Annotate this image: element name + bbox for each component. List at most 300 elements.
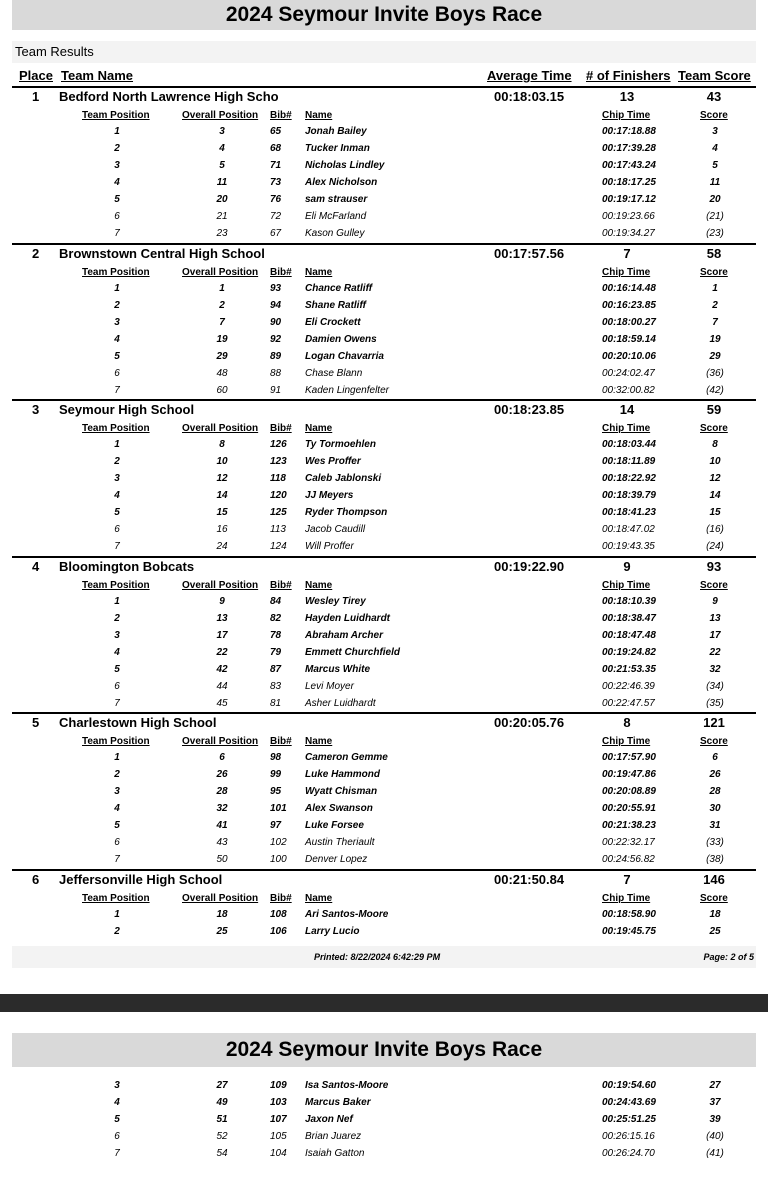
runner-row (12, 209, 756, 226)
team-position: 4 (114, 1097, 120, 1108)
runner-score: (33) (706, 837, 724, 848)
score-header: Score (700, 893, 728, 904)
runner-score: 12 (709, 473, 721, 484)
team-position: 5 (114, 664, 120, 675)
runner-name: Austin Theriault (305, 837, 375, 848)
overall-position: 3 (219, 126, 225, 137)
bib-number: 124 (270, 541, 287, 552)
chip-time: 00:18:47.02 (602, 524, 655, 535)
team-score: 43 (706, 89, 722, 104)
runner-name: Will Proffer (305, 541, 354, 552)
printed-timestamp: Printed: 8/22/2024 6:42:29 PM (314, 952, 441, 962)
runner-row (12, 488, 756, 505)
bib-number: 95 (270, 786, 282, 797)
bib-number: 76 (270, 194, 282, 205)
chip-time-header: Chip Time (602, 423, 651, 434)
team-block (12, 86, 756, 243)
overall-position: 60 (216, 385, 228, 396)
runner-score: (24) (706, 541, 724, 552)
bib-number: 72 (270, 211, 282, 222)
runner-score: 17 (709, 630, 721, 641)
runner-name: Luke Forsee (305, 820, 364, 831)
runner-name: Tucker Inman (305, 143, 370, 154)
runner-name: sam strauser (305, 194, 368, 205)
name-header: Name (305, 736, 333, 747)
chip-time: 00:16:14.48 (602, 283, 656, 294)
bib-number: 123 (270, 456, 287, 467)
team-summary-row (12, 556, 756, 577)
runner-name: Ty Tormoehlen (305, 439, 376, 450)
runner-name: Cameron Gemme (305, 752, 388, 763)
team-position: 6 (114, 1131, 120, 1142)
runner-name: Luke Hammond (305, 769, 381, 780)
runner-row (12, 454, 756, 471)
overall-position-header: Overall Position (182, 110, 259, 121)
runner-score: (40) (706, 1131, 724, 1142)
team-name: Jeffersonville High School (59, 872, 223, 887)
continued-runner-list (12, 1078, 756, 1163)
runner-name: Logan Chavarria (305, 351, 384, 362)
runner-score: 8 (712, 439, 718, 450)
page-number: Page: 2 of 5 (703, 952, 754, 962)
bib-number: 98 (270, 752, 282, 763)
team-place: 4 (32, 559, 40, 574)
chip-time-header: Chip Time (602, 736, 651, 747)
chip-time: 00:18:03.44 (602, 439, 656, 450)
runner-row (12, 1112, 756, 1129)
runner-column-header (12, 420, 756, 437)
overall-position: 19 (216, 334, 228, 345)
bib-number: 73 (270, 177, 282, 188)
runner-name: Chase Blann (305, 368, 363, 379)
chip-time: 00:18:41.23 (602, 507, 656, 518)
team-position: 5 (114, 820, 120, 831)
runner-row (12, 645, 756, 662)
team-name: Bloomington Bobcats (59, 559, 195, 574)
runner-row (12, 679, 756, 696)
bib-number: 104 (270, 1148, 287, 1159)
overall-position: 12 (216, 473, 228, 484)
runner-name: Marcus Baker (305, 1097, 371, 1108)
runner-score: 25 (709, 926, 721, 937)
chip-time: 00:22:46.39 (602, 681, 655, 692)
runner-name: Marcus White (305, 664, 371, 675)
runner-name: Jacob Caudill (305, 524, 366, 535)
team-position: 4 (114, 803, 120, 814)
runner-name: Larry Lucio (305, 926, 360, 937)
team-position: 7 (114, 1148, 120, 1159)
runner-name: Jaxon Nef (305, 1114, 353, 1125)
team-position: 4 (114, 647, 120, 658)
name-header: Name (305, 267, 333, 278)
runner-score: (21) (706, 211, 724, 222)
runner-score: 31 (709, 820, 721, 831)
chip-time: 00:24:56.82 (602, 854, 655, 865)
overall-position: 52 (216, 1131, 228, 1142)
bib-number: 97 (270, 820, 282, 831)
team-position-header: Team Position (82, 736, 150, 747)
chip-time: 00:18:39.79 (602, 490, 656, 501)
chip-time: 00:18:00.27 (602, 317, 656, 328)
team-position: 7 (114, 228, 120, 239)
team-position: 1 (114, 439, 120, 450)
bib-number: 71 (270, 160, 282, 171)
runner-name: Brian Juarez (305, 1131, 362, 1142)
bib-number: 81 (270, 698, 282, 709)
overall-position: 25 (216, 926, 228, 937)
bib-number: 84 (270, 596, 282, 607)
runner-row (12, 1146, 756, 1163)
overall-position: 21 (216, 211, 228, 222)
team-name-header: Team Name (61, 68, 134, 83)
overall-position: 2 (219, 300, 225, 311)
bib-number: 79 (270, 647, 282, 658)
bib-number: 65 (270, 126, 282, 137)
team-place: 2 (32, 246, 40, 261)
score-header: Score (700, 267, 728, 278)
bib-number: 83 (270, 681, 282, 692)
team-position: 5 (114, 351, 120, 362)
page-divider (0, 994, 768, 1012)
score-header: Score (700, 736, 728, 747)
chip-time: 00:20:10.06 (602, 351, 656, 362)
overall-position: 24 (216, 541, 228, 552)
team-block (12, 556, 756, 713)
overall-position: 9 (219, 596, 225, 607)
overall-position: 10 (216, 456, 228, 467)
name-header: Name (305, 423, 333, 434)
team-position: 7 (114, 541, 120, 552)
team-position-header: Team Position (82, 110, 150, 121)
runner-name: Alex Swanson (305, 803, 373, 814)
overall-position: 5 (219, 160, 225, 171)
chip-time-header: Chip Time (602, 580, 651, 591)
average-time-header: Average Time (487, 68, 572, 83)
chip-time-header: Chip Time (602, 267, 651, 278)
bib-number: 108 (270, 909, 287, 920)
runner-name: Isaiah Gatton (305, 1148, 365, 1159)
overall-position: 42 (216, 664, 228, 675)
chip-time: 00:20:55.91 (602, 803, 656, 814)
runner-name: Ryder Thompson (305, 507, 388, 518)
runner-row (12, 437, 756, 454)
runner-name: Jonah Bailey (305, 126, 367, 137)
runner-row (12, 124, 756, 141)
runner-score: 7 (712, 317, 718, 328)
runner-name: Caleb Jablonski (305, 473, 382, 484)
team-summary-row (12, 399, 756, 420)
runner-score: (34) (706, 681, 724, 692)
bib-header: Bib# (270, 736, 292, 747)
team-score-header: Team Score (678, 68, 751, 83)
runner-name: Eli McFarland (305, 211, 367, 222)
bib-header: Bib# (270, 580, 292, 591)
chip-time: 00:19:23.66 (602, 211, 655, 222)
bib-number: 67 (270, 228, 282, 239)
team-position: 5 (114, 507, 120, 518)
team-score: 59 (706, 402, 722, 417)
bib-number: 103 (270, 1097, 287, 1108)
team-finishers: 14 (619, 402, 635, 417)
runner-row (12, 784, 756, 801)
runner-name: Alex Nicholson (305, 177, 378, 188)
runner-score: 15 (709, 507, 721, 518)
bib-number: 92 (270, 334, 282, 345)
runner-score: (23) (706, 228, 724, 239)
team-finishers: 7 (623, 246, 631, 261)
runner-row (12, 539, 756, 556)
team-position-header: Team Position (82, 267, 150, 278)
section-label: Team Results (12, 41, 756, 63)
page-footer (12, 946, 756, 968)
runner-name: Isa Santos-Moore (305, 1080, 389, 1091)
runner-score: 13 (709, 613, 721, 624)
chip-time: 00:22:32.17 (602, 837, 655, 848)
team-position: 3 (114, 630, 120, 641)
team-name: Brownstown Central High School (59, 246, 265, 261)
chip-time: 00:18:47.48 (602, 630, 656, 641)
bib-number: 105 (270, 1131, 287, 1142)
chip-time-header: Chip Time (602, 110, 651, 121)
runner-row (12, 383, 756, 400)
bib-number: 68 (270, 143, 282, 154)
team-position: 3 (114, 160, 120, 171)
team-block (12, 869, 756, 941)
bib-number: 109 (270, 1080, 287, 1091)
team-score: 93 (706, 559, 722, 574)
runner-row (12, 366, 756, 383)
bib-number: 88 (270, 368, 282, 379)
runner-row (12, 192, 756, 209)
team-average-time: 00:20:05.76 (494, 715, 565, 730)
overall-position: 8 (219, 439, 225, 450)
score-header: Score (700, 580, 728, 591)
team-position: 3 (114, 786, 120, 797)
bib-number: 94 (270, 300, 282, 311)
team-position: 3 (114, 317, 120, 328)
runner-score: 9 (712, 596, 718, 607)
chip-time: 00:25:51.25 (602, 1114, 656, 1125)
bib-number: 125 (270, 507, 287, 518)
bib-number: 87 (270, 664, 282, 675)
chip-time: 00:17:18.88 (602, 126, 656, 137)
team-average-time: 00:18:03.15 (494, 89, 565, 104)
runner-score: 1 (712, 283, 718, 294)
bib-number: 107 (270, 1114, 287, 1125)
runner-row (12, 522, 756, 539)
runner-row (12, 298, 756, 315)
team-name: Bedford North Lawrence High Scho (59, 89, 279, 104)
team-place: 1 (32, 89, 40, 104)
overall-position: 18 (216, 909, 228, 920)
chip-time: 00:19:54.60 (602, 1080, 656, 1091)
runner-name: Wesley Tirey (305, 596, 366, 607)
runner-score: 20 (709, 194, 721, 205)
runner-score: 3 (712, 126, 718, 137)
runner-row (12, 315, 756, 332)
page-title: 2024 Seymour Invite Boys Race (12, 0, 756, 30)
runner-row (12, 141, 756, 158)
overall-position-header: Overall Position (182, 267, 259, 278)
bib-number: 118 (270, 473, 286, 484)
place-header: Place (19, 68, 53, 83)
runner-row (12, 818, 756, 835)
overall-position-header: Overall Position (182, 893, 259, 904)
runner-column-header (12, 733, 756, 750)
chip-time: 00:19:45.75 (602, 926, 656, 937)
team-position: 5 (114, 194, 120, 205)
team-position: 6 (114, 681, 120, 692)
runner-score: (16) (706, 524, 724, 535)
runner-row (12, 835, 756, 852)
runner-name: Abraham Archer (305, 630, 383, 641)
bib-number: 99 (270, 769, 282, 780)
chip-time: 00:16:23.85 (602, 300, 656, 311)
overall-position-header: Overall Position (182, 423, 259, 434)
team-summary-row (12, 243, 756, 264)
chip-time: 00:19:17.12 (602, 194, 656, 205)
overall-position: 28 (216, 786, 228, 797)
runner-score: 37 (709, 1097, 721, 1108)
team-summary-row (12, 712, 756, 733)
team-position: 4 (114, 334, 120, 345)
bib-number: 100 (270, 854, 287, 865)
bib-number: 90 (270, 317, 282, 328)
team-position: 6 (114, 524, 120, 535)
bib-number: 78 (270, 630, 282, 641)
team-position: 1 (114, 596, 120, 607)
team-position: 5 (114, 1114, 120, 1125)
team-position: 7 (114, 698, 120, 709)
runner-row (12, 1095, 756, 1112)
chip-time: 00:19:34.27 (602, 228, 655, 239)
chip-time: 00:18:22.92 (602, 473, 656, 484)
chip-time: 00:18:38.47 (602, 613, 656, 624)
runner-row (12, 696, 756, 713)
team-average-time: 00:17:57.56 (494, 246, 565, 261)
chip-time: 00:24:02.47 (602, 368, 655, 379)
chip-time: 00:18:58.90 (602, 909, 656, 920)
chip-time: 00:17:43.24 (602, 160, 656, 171)
runner-row (12, 471, 756, 488)
team-place: 6 (32, 872, 40, 887)
team-position: 4 (114, 490, 120, 501)
runner-row (12, 175, 756, 192)
runner-score: 18 (709, 909, 721, 920)
bib-number: 113 (270, 524, 286, 535)
bib-header: Bib# (270, 423, 292, 434)
runner-score: 29 (709, 351, 721, 362)
team-position-header: Team Position (82, 580, 150, 591)
runner-name: JJ Meyers (305, 490, 354, 501)
overall-position: 1 (219, 283, 225, 294)
bib-number: 91 (270, 385, 282, 396)
overall-position: 54 (216, 1148, 228, 1159)
runner-row (12, 767, 756, 784)
runner-row (12, 662, 756, 679)
chip-time-header: Chip Time (602, 893, 651, 904)
overall-position: 4 (219, 143, 225, 154)
runner-name: Wes Proffer (305, 456, 361, 467)
overall-position: 13 (216, 613, 228, 624)
team-position: 7 (114, 385, 120, 396)
runner-score: (35) (706, 698, 724, 709)
runner-row (12, 281, 756, 298)
overall-position: 23 (216, 228, 228, 239)
team-name: Seymour High School (59, 402, 195, 417)
overall-position: 16 (216, 524, 228, 535)
team-position-header: Team Position (82, 893, 150, 904)
runner-score: 26 (709, 769, 721, 780)
bib-number: 102 (270, 837, 287, 848)
team-finishers: 9 (623, 559, 631, 574)
overall-position-header: Overall Position (182, 736, 259, 747)
runner-score: 11 (709, 177, 721, 188)
team-name: Charlestown High School (59, 715, 217, 730)
runner-name: Asher Luidhardt (305, 698, 376, 709)
runner-score: (36) (706, 368, 724, 379)
runner-score: 22 (709, 647, 721, 658)
runner-row (12, 611, 756, 628)
runner-name: Hayden Luidhardt (305, 613, 391, 624)
overall-position: 51 (216, 1114, 228, 1125)
bib-number: 120 (270, 490, 287, 501)
score-header: Score (700, 110, 728, 121)
runner-row (12, 907, 756, 924)
page-title-continued: 2024 Seymour Invite Boys Race (12, 1033, 756, 1067)
name-header: Name (305, 110, 333, 121)
overall-position: 7 (219, 317, 225, 328)
team-position: 7 (114, 854, 120, 865)
team-results-column-header (12, 66, 756, 86)
team-average-time: 00:21:50.84 (494, 872, 565, 887)
runner-name: Eli Crockett (305, 317, 361, 328)
runner-row (12, 801, 756, 818)
team-position: 4 (114, 177, 120, 188)
overall-position: 44 (216, 681, 228, 692)
chip-time: 00:20:08.89 (602, 786, 656, 797)
bib-header: Bib# (270, 893, 292, 904)
team-position: 6 (114, 211, 120, 222)
team-place: 5 (32, 715, 40, 730)
overall-position: 45 (216, 698, 228, 709)
bib-number: 82 (270, 613, 282, 624)
runner-row (12, 226, 756, 243)
chip-time: 00:26:24.70 (602, 1148, 655, 1159)
runner-row (12, 332, 756, 349)
team-average-time: 00:18:23.85 (494, 402, 565, 417)
team-average-time: 00:19:22.90 (494, 559, 565, 574)
runner-score: (42) (706, 385, 724, 396)
team-score: 121 (703, 715, 725, 730)
team-block (12, 399, 756, 556)
runner-score: 4 (712, 143, 718, 154)
chip-time: 00:18:10.39 (602, 596, 656, 607)
bib-header: Bib# (270, 110, 292, 121)
chip-time: 00:24:43.69 (602, 1097, 656, 1108)
bib-number: 106 (270, 926, 287, 937)
chip-time: 00:19:47.86 (602, 769, 656, 780)
overall-position: 27 (216, 1080, 228, 1091)
runner-column-header (12, 264, 756, 281)
overall-position: 17 (216, 630, 228, 641)
runner-name: Wyatt Chisman (305, 786, 378, 797)
overall-position: 49 (216, 1097, 228, 1108)
overall-position: 15 (216, 507, 228, 518)
overall-position: 32 (216, 803, 228, 814)
team-position: 1 (114, 126, 120, 137)
bib-number: 101 (270, 803, 287, 814)
